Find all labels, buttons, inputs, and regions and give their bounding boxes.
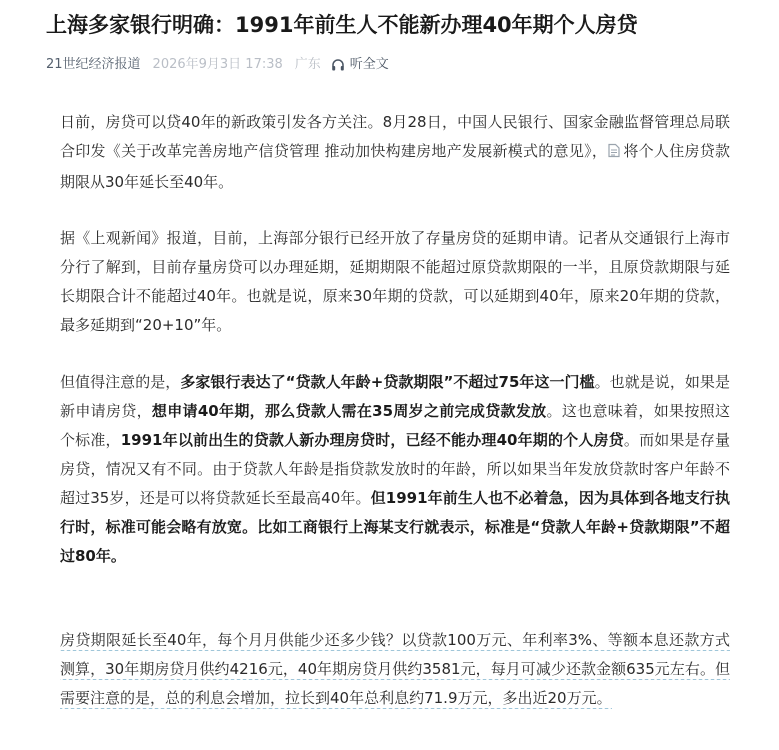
article-title: 上海多家银行明确：1991年前生人不能新办理40年期个人房贷 [46, 13, 638, 37]
paragraph-3-bold-3: 1991年以前出生的贷款人新办理房贷时，已经不能办理40年期的个人房贷 [120, 431, 624, 449]
paragraph-3-seg-4: 。而如果是存量房贷，情况又有不同。由于贷款人年龄是指贷款发放时的年龄，所以如果当年发放贷款时客户年龄不超过35岁，还是可以将贷款延长至最高40年。 [60, 431, 730, 507]
publish-location: 广东 [294, 57, 321, 72]
paragraph-3-bold-1: 多家银行表达了“贷款人年龄+贷款期限”不超过75年这一门槛 [180, 373, 595, 391]
paragraph-4 [60, 626, 730, 713]
paragraph-1 [60, 108, 730, 197]
paragraph-3-bold-4: 但1991年前生人也不必着急，因为具体到各地支行执行时，标准可能会略有放宽。比如工商银行上海某支行就表示，标准是“贷款人年龄+贷款期限”不超过80年。 [60, 489, 730, 565]
publish-time: 2026年9月3日 17:38 [152, 57, 283, 72]
headphones-icon [331, 58, 345, 72]
article-meta [46, 54, 389, 76]
paragraph-4-text: 房贷期限延长至40年，每个月月供能少还多少钱？以贷款100万元、年利率3%、等额本息还款方式测算，30年期房贷月供约4216元，40年期房贷月供约3581元，每月可减少还款金额635元左右。但需要注意的是，总的利息会增加，拉长到40年总利息约71.9万元，多出近20万元。 [60, 631, 730, 707]
paragraph-1-tail: 将个人住房贷款期限从30年延长至40年。 [60, 142, 730, 191]
listen-button[interactable] [331, 54, 389, 76]
document-icon [607, 139, 621, 168]
paragraph-3-bold-2: 想申请40年期，那么贷款人需在35周岁之前完成贷款发放 [151, 402, 547, 420]
paragraph-3 [60, 368, 730, 571]
paragraph-2: 据《上观新闻》报道，目前，上海部分银行已经开放了存量房贷的延期申请。记者从交通银行上海市分行了解到，目前存量房贷可以办理延期，延期期限不能超过原贷款期限的一半，且原贷款期限与延长期限合计不能超过40年。也就是说，原来30年期的贷款，可以延期到40年，原来20年期的贷款，最多延期到“20+10”年。 [60, 229, 730, 334]
listen-label: 听全文 [349, 57, 389, 72]
article-source[interactable]: 21世纪经济报道 [46, 57, 141, 72]
paragraph-3-seg-1: 但值得注意的是， [60, 373, 181, 391]
paragraph-3-seg-3: 。这也意味着，如果按照这个标准， [60, 402, 730, 449]
paragraph-3-seg-2: 。也就是说，如果是新申请房贷， [60, 373, 730, 420]
paragraph-1-text: 日前，房贷可以贷40年的新政策引发各方关注。8月28日，中国人民银行、国家金融监督管理总局联合印发《关于改革完善房地产信贷管理 推动加快构建房地产发展新模式的意见》， [60, 113, 730, 160]
